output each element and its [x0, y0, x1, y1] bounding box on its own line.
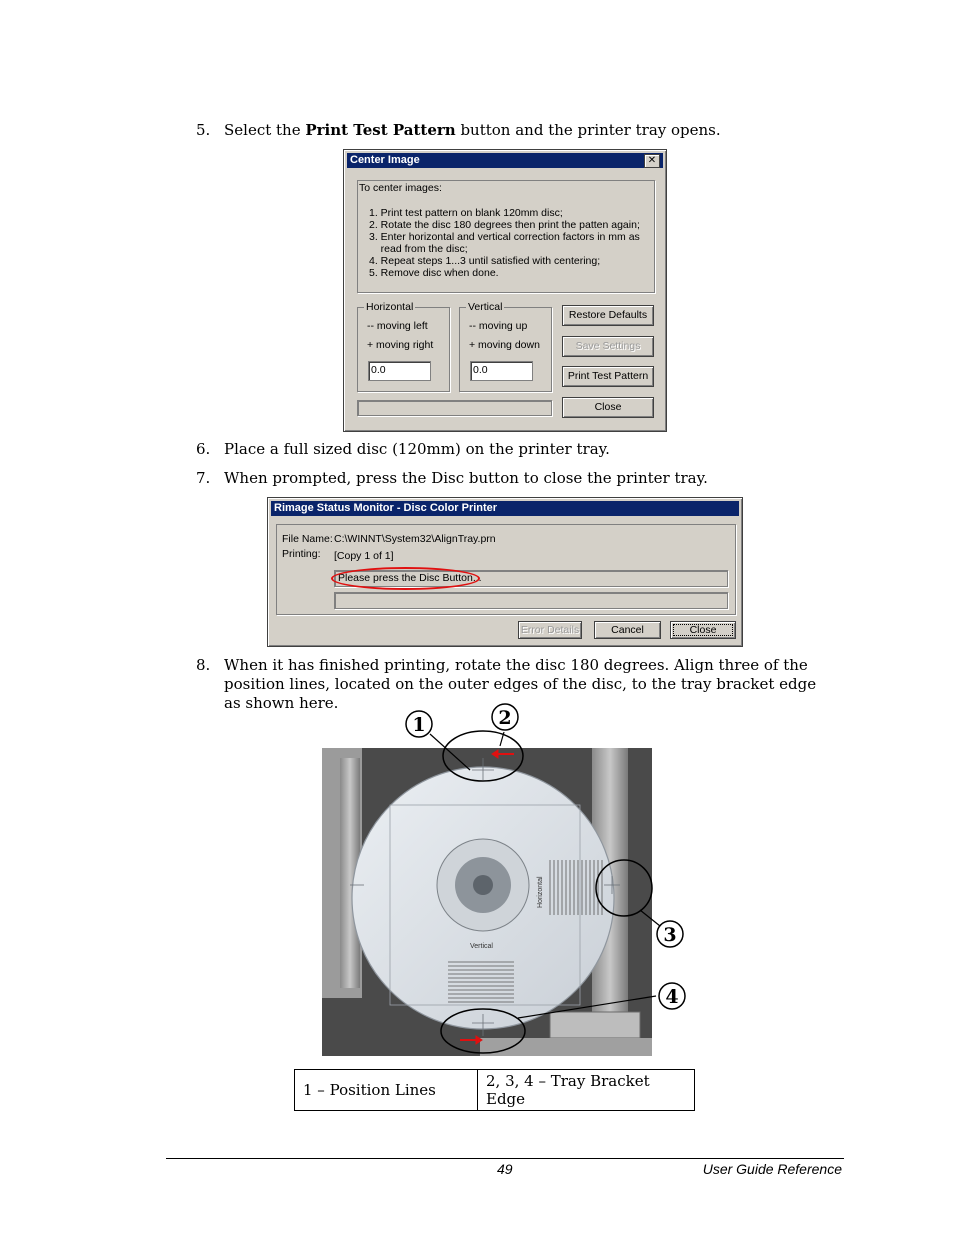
step-text-pre: Select the	[224, 121, 306, 139]
legend-row	[295, 1070, 695, 1111]
page-number: 49	[497, 1161, 513, 1177]
disc-label-horizontal: Horizontal	[537, 876, 544, 908]
file-name-label: File Name:	[282, 533, 333, 545]
print-test-pattern-button[interactable]: Print Test Pattern	[562, 366, 654, 387]
callout-number-1: 1	[412, 714, 426, 736]
tray-base	[480, 1038, 652, 1056]
vertical-minus-hint: -- moving up	[469, 320, 528, 332]
printing-label: Printing:	[282, 548, 321, 560]
step-number: 7.	[196, 469, 211, 487]
printer-tray-photo	[300, 700, 700, 1060]
step-text: When prompted, press the Disc button to close the printer tray.	[224, 469, 708, 487]
tray-bracket	[550, 1012, 640, 1038]
file-name-value: C:\WINNT\System32\AlignTray.prn	[334, 533, 496, 545]
status-bar	[357, 400, 552, 416]
highlight-ellipse	[331, 567, 480, 590]
error-details-button[interactable]: Error Details	[518, 621, 582, 639]
close-button[interactable]: Close	[670, 621, 736, 639]
cancel-button[interactable]: Cancel	[594, 621, 661, 639]
footer-rule	[166, 1158, 844, 1159]
dialog-title-bar	[271, 501, 739, 516]
instructions-intro: To center images:	[359, 182, 442, 194]
legend-table	[294, 1069, 695, 1111]
step-text-bold: Print Test Pattern	[305, 121, 456, 139]
dialog-title: Rimage Status Monitor - Disc Color Printer	[274, 502, 498, 514]
instruction-line: 3. Enter horizontal and vertical correction factors in mm as	[369, 231, 640, 243]
vertical-offset-input[interactable]: 0.0	[470, 361, 533, 381]
progress-bar	[334, 592, 728, 609]
horizontal-group-label: Horizontal	[366, 301, 414, 313]
step-number: 6.	[196, 440, 211, 458]
instruction-line: 5. Remove disc when done.	[369, 267, 499, 279]
step-text: When it has finished printing, rotate the disc 180 degrees. Align three of the position lines, located on the outer edges of the disc, to the tray bracket edge as shown here.	[224, 656, 817, 712]
instruction-line: 4. Repeat steps 1...3 until satisfied with centering;	[369, 255, 601, 267]
restore-defaults-button[interactable]: Restore Defaults	[562, 305, 654, 326]
horizontal-plus-hint: + moving right	[367, 339, 434, 351]
step-text: Place a full sized disc (120mm) on the printer tray.	[224, 440, 610, 458]
callout-number-3: 3	[663, 924, 677, 946]
horizontal-minus-hint: -- moving left	[367, 320, 428, 332]
instruction-line: 2. Rotate the disc 180 degrees then print the patten again;	[369, 219, 640, 231]
instruction-line: 1. Print test pattern on blank 120mm disc;	[369, 207, 563, 219]
vertical-plus-hint: + moving down	[469, 339, 540, 351]
vertical-group-label: Vertical	[468, 301, 503, 313]
disc-label-vertical: Vertical	[470, 943, 493, 950]
status-monitor-dialog	[267, 497, 743, 647]
disc-spindle	[473, 875, 493, 895]
dialog-title: Center Image	[350, 154, 420, 166]
instruction-line: read from the disc;	[369, 243, 468, 255]
close-button[interactable]: Close	[562, 397, 654, 418]
footer-title: User Guide Reference	[702, 1161, 842, 1177]
close-icon[interactable]: ✕	[644, 154, 660, 168]
save-settings-button[interactable]: Save Settings	[562, 336, 654, 357]
status-message: Please press the Disc Button...	[338, 572, 482, 584]
step-number: 5.	[196, 121, 211, 139]
horizontal-offset-input[interactable]: 0.0	[368, 361, 431, 381]
legend-cell: 1 – Position Lines	[295, 1070, 478, 1111]
step-text-post: button and the printer tray opens.	[455, 121, 721, 139]
step-number: 8.	[196, 656, 211, 674]
step-text	[224, 121, 844, 140]
legend-cell: 2, 3, 4 – Tray Bracket Edge	[478, 1070, 695, 1111]
center-image-dialog	[343, 149, 667, 432]
callout-number-2: 2	[498, 707, 512, 729]
callout-number-4: 4	[665, 986, 679, 1008]
dialog-title-bar	[347, 153, 663, 168]
printing-value: [Copy 1 of 1]	[334, 550, 394, 562]
